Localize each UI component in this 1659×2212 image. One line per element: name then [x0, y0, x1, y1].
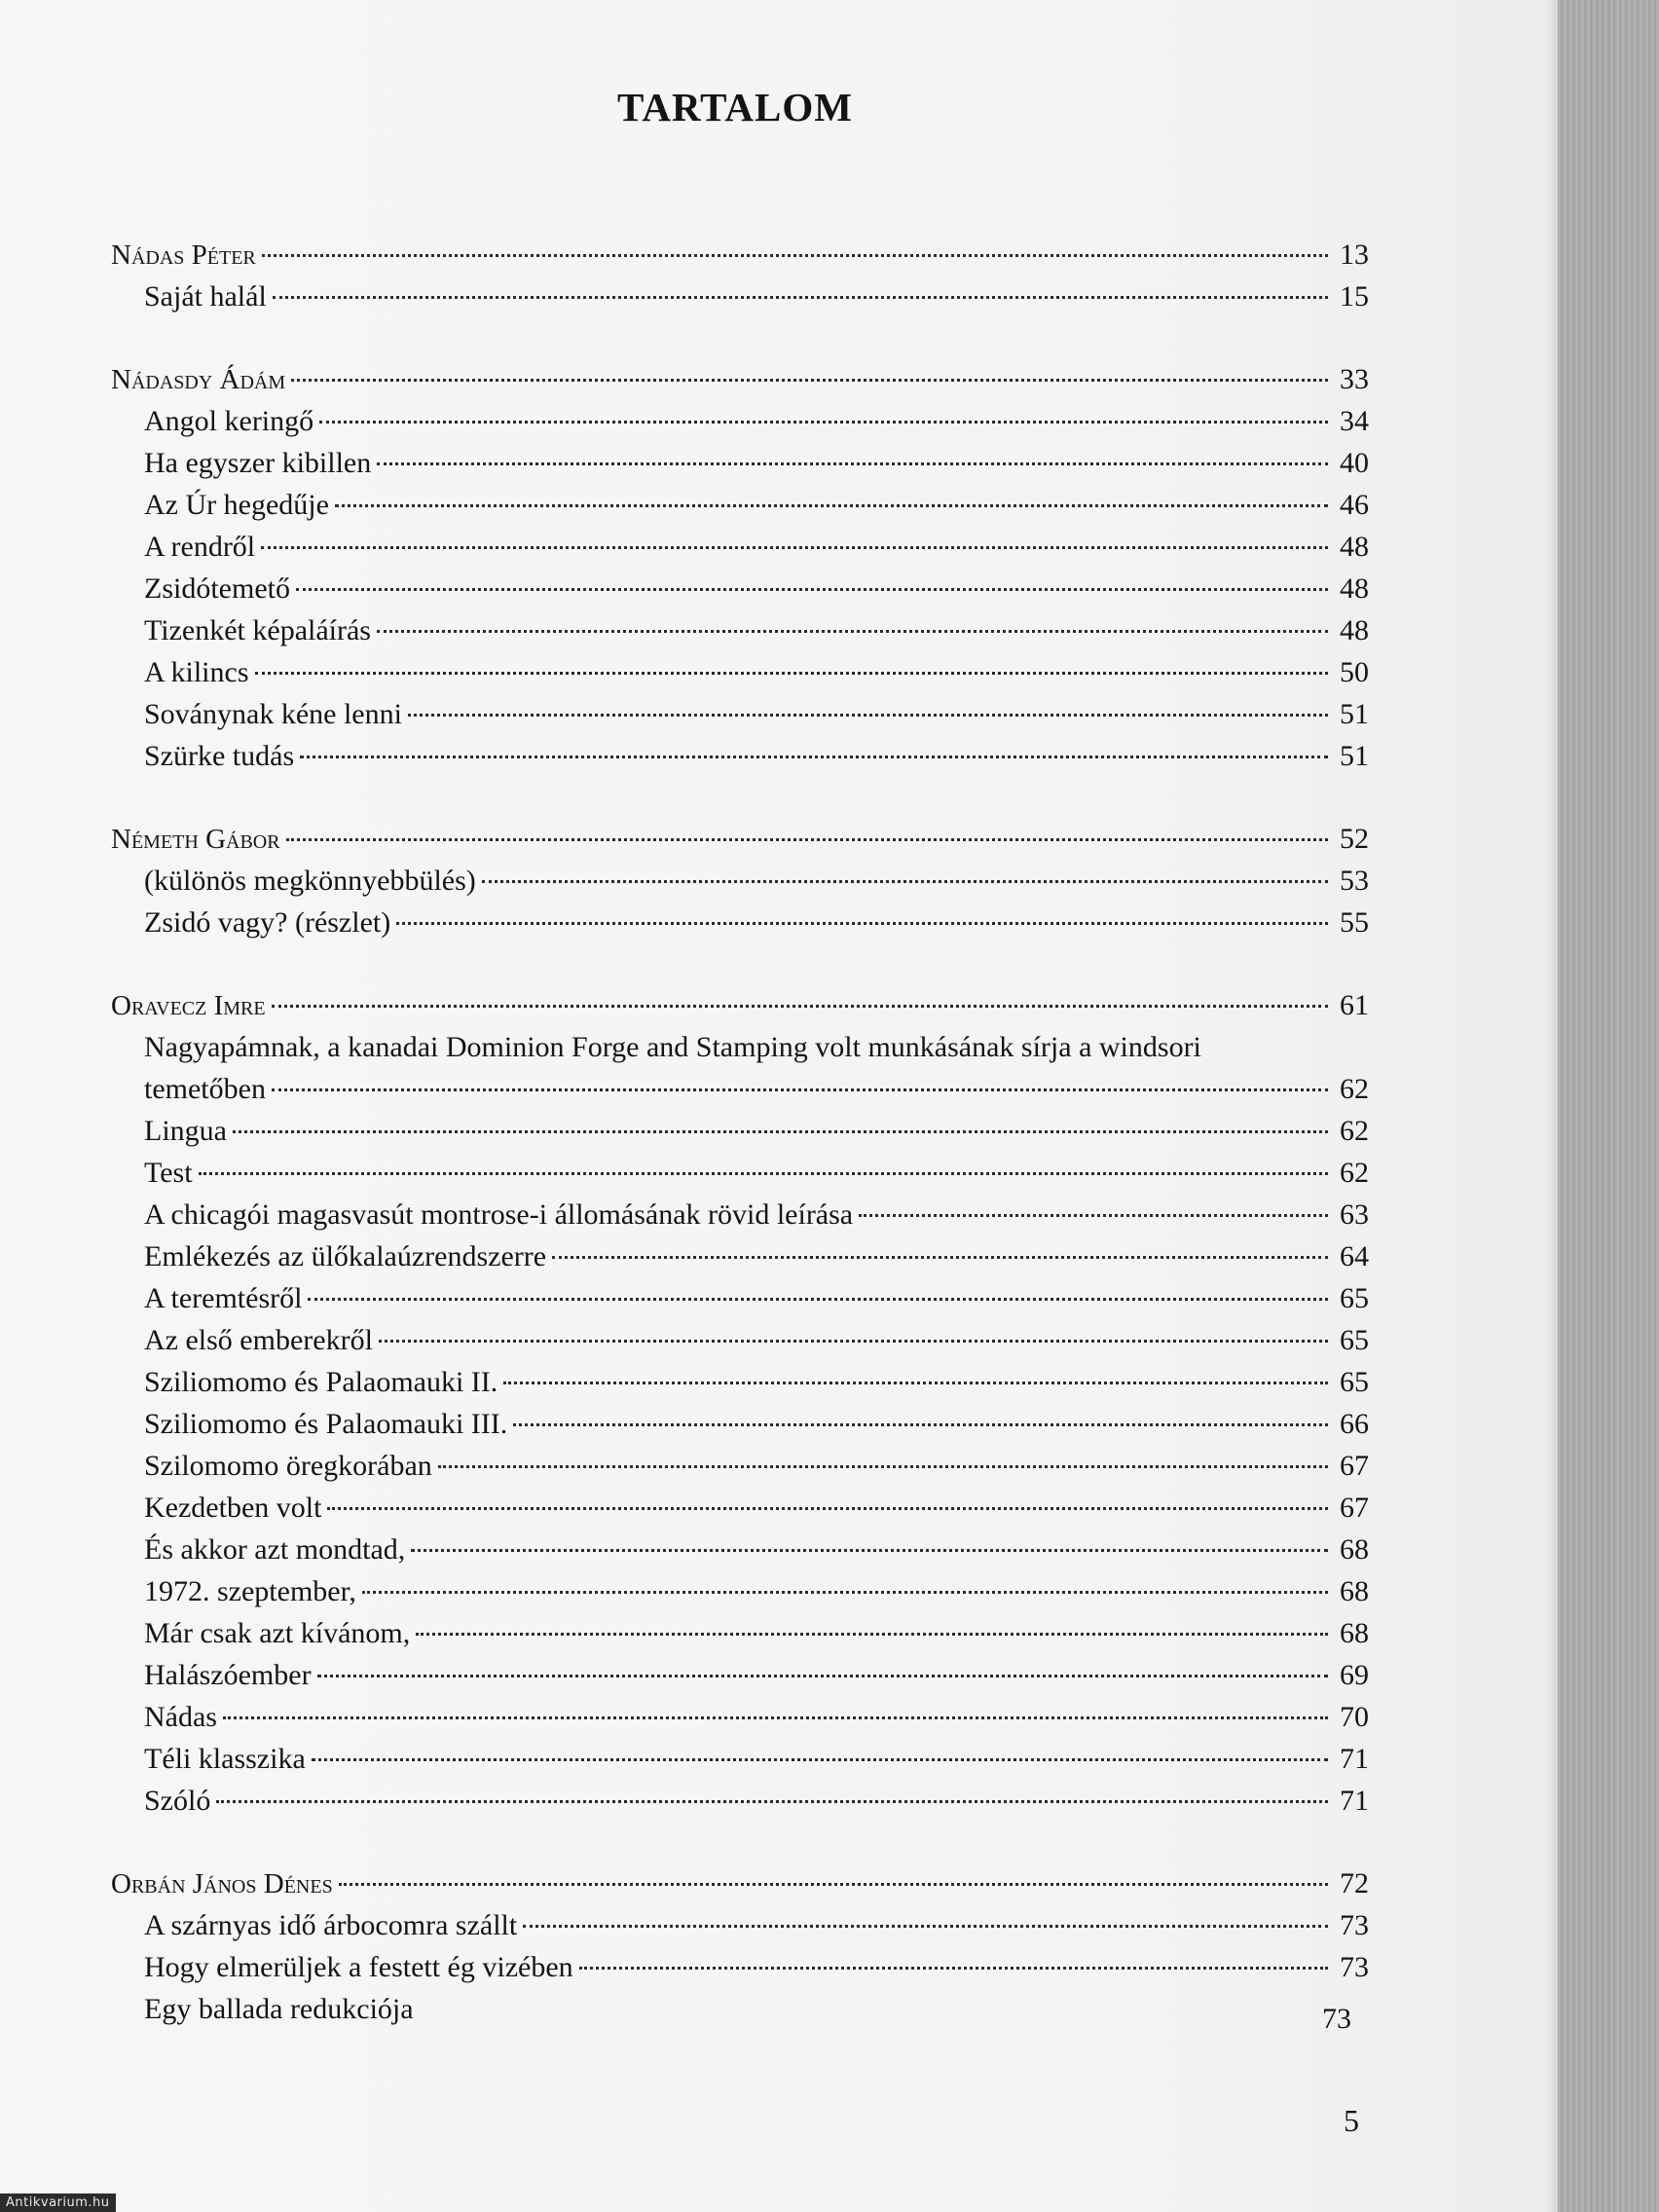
toc-author-row — [111, 984, 1369, 1026]
page-number: 71 — [1340, 1785, 1369, 1817]
dot-leader — [255, 672, 1328, 675]
toc-entry — [111, 442, 1369, 484]
toc-entry — [111, 902, 1369, 943]
dot-leader — [272, 1005, 1328, 1008]
entry-title: Szilomomo öregkorában — [144, 1450, 432, 1482]
dot-leader — [377, 630, 1328, 633]
dot-leader — [308, 1298, 1328, 1301]
dot-leader — [482, 880, 1328, 883]
dot-leader — [377, 462, 1328, 465]
page-number: 62 — [1340, 1115, 1369, 1147]
toc-entry-no-leader — [111, 1988, 1369, 2035]
toc-entry — [111, 609, 1369, 651]
dot-leader — [335, 504, 1328, 507]
toc-entry — [111, 693, 1369, 735]
toc-entry — [111, 1904, 1369, 1946]
dot-leader — [327, 1507, 1328, 1510]
page-title: TARTALOM — [617, 85, 853, 129]
dot-leader — [416, 1633, 1328, 1636]
page-number: 33 — [1340, 363, 1369, 395]
dot-leader — [379, 1340, 1328, 1343]
entry-title: És akkor azt mondtad, — [144, 1533, 406, 1566]
toc-section-nadas-peter — [111, 234, 1369, 317]
entry-title: Már csak azt kívánom, — [144, 1617, 411, 1649]
page-stack-edge — [1558, 0, 1659, 2212]
page-number: 48 — [1340, 614, 1369, 646]
dot-leader — [513, 1423, 1328, 1426]
page-number: 67 — [1340, 1450, 1369, 1482]
page-number: 48 — [1340, 572, 1369, 605]
entry-title: A chicagói magasvasút montrose-i állomásának rövid leírása — [144, 1198, 854, 1231]
toc-entry — [111, 484, 1369, 526]
page-number: 73 — [1340, 1909, 1369, 1941]
dot-leader — [262, 254, 1328, 257]
page-number: 70 — [1340, 1701, 1369, 1733]
page-number: 50 — [1340, 656, 1369, 688]
toc-entry — [111, 1361, 1369, 1403]
dot-leader — [503, 1382, 1328, 1384]
toc-entry — [111, 1696, 1369, 1738]
author-name: Németh Gábor — [111, 824, 280, 855]
page-number: 71 — [1340, 1743, 1369, 1775]
toc-section-oravecz-imre — [111, 984, 1369, 1822]
page-number: 65 — [1340, 1366, 1369, 1398]
dot-leader — [223, 1716, 1328, 1719]
toc-entry — [111, 1403, 1369, 1445]
dot-leader — [438, 1465, 1328, 1468]
author-name: Orbán János Dénes — [111, 1868, 333, 1899]
page-number: 73 — [1322, 2003, 1351, 2035]
toc-author-row — [111, 818, 1369, 860]
entry-title: Zsidó vagy? (részlet) — [144, 906, 391, 939]
page-number: 62 — [1340, 1157, 1369, 1189]
page-number: 73 — [1340, 1951, 1369, 1983]
entry-title: temetőben — [144, 1073, 266, 1105]
dot-leader — [317, 1675, 1328, 1677]
page-number: 52 — [1340, 823, 1369, 855]
dot-leader — [579, 1967, 1328, 1970]
page-number: 13 — [1340, 239, 1369, 271]
page-number: 68 — [1340, 1575, 1369, 1607]
toc-entry-wrapped-line2 — [111, 1068, 1369, 1110]
dot-leader — [199, 1172, 1328, 1175]
entry-title: Az Úr hegedűje — [144, 489, 329, 521]
dot-leader — [408, 714, 1328, 717]
page-number: 68 — [1340, 1533, 1369, 1566]
toc-entry — [111, 1529, 1369, 1570]
page-number: 46 — [1340, 489, 1369, 521]
toc-entry — [111, 1946, 1369, 1988]
entry-title: Téli klasszika — [144, 1743, 306, 1775]
toc-entry — [111, 860, 1369, 902]
dot-leader — [396, 922, 1328, 925]
entry-title: Soványnak kéne lenni — [144, 698, 402, 730]
toc-section-nemeth-gabor — [111, 818, 1369, 943]
dot-leader — [411, 1549, 1328, 1552]
entry-title: Szürke tudás — [144, 740, 295, 772]
dot-leader — [523, 1925, 1328, 1928]
toc-entry — [111, 735, 1369, 777]
toc-entry — [111, 400, 1369, 442]
toc-author-row — [111, 358, 1369, 400]
toc-entry — [111, 1487, 1369, 1529]
page-number: 48 — [1340, 531, 1369, 563]
entry-title: Szóló — [144, 1785, 211, 1817]
dot-leader — [362, 1591, 1328, 1594]
dot-leader — [300, 756, 1328, 758]
entry-title: A teremtésről — [144, 1282, 303, 1314]
dot-leader — [296, 588, 1328, 591]
toc-entry — [111, 1235, 1369, 1277]
entry-title: Hogy elmerüljek a festett ég vizében — [144, 1951, 573, 1983]
toc-entry — [111, 1194, 1369, 1235]
toc-entry — [111, 276, 1369, 317]
dot-leader — [272, 1088, 1328, 1091]
toc-section-nadasdy-adam — [111, 358, 1369, 777]
toc-entry — [111, 1110, 1369, 1152]
page-folio-number: 5 — [1344, 2103, 1359, 2138]
dot-leader — [319, 421, 1328, 424]
page-number: 67 — [1340, 1492, 1369, 1524]
entry-title: Emlékezés az ülőkalaúzrendszerre — [144, 1240, 547, 1272]
toc-entry — [111, 1654, 1369, 1696]
page-number: 63 — [1340, 1198, 1369, 1231]
toc-entry — [111, 1277, 1369, 1319]
entry-title: Test — [144, 1157, 193, 1189]
entry-title: Tizenkét képaláírás — [144, 614, 371, 646]
entry-title: Sziliomomo és Palaomauki III. — [144, 1408, 508, 1440]
page-number: 53 — [1340, 865, 1369, 897]
dot-leader — [859, 1214, 1328, 1217]
toc-entry — [111, 1445, 1369, 1487]
page-number: 64 — [1340, 1240, 1369, 1272]
entry-title: (különös megkönnyebbülés) — [144, 865, 476, 897]
entry-title: Zsidótemető — [144, 572, 290, 605]
dot-leader — [291, 379, 1328, 382]
page-number: 15 — [1340, 280, 1369, 313]
dot-leader — [286, 838, 1328, 841]
page-number: 72 — [1340, 1867, 1369, 1899]
toc-entry — [111, 1738, 1369, 1780]
entry-title: A rendről — [144, 531, 256, 563]
toc-entry — [111, 651, 1369, 693]
page-number: 65 — [1340, 1282, 1369, 1314]
page-number: 34 — [1340, 405, 1369, 437]
page-number: 65 — [1340, 1324, 1369, 1356]
dot-leader — [339, 1883, 1328, 1886]
toc-section-orban-janos-denes — [111, 1862, 1369, 2035]
dot-leader — [273, 296, 1328, 299]
dot-leader — [261, 546, 1328, 549]
page-number: 69 — [1340, 1659, 1369, 1691]
toc-entry — [111, 1612, 1369, 1654]
page-number: 51 — [1340, 698, 1369, 730]
entry-title: Saját halál — [144, 280, 267, 313]
dot-leader — [233, 1130, 1328, 1133]
page-number: 55 — [1340, 906, 1369, 939]
entry-title: Angol keringő — [144, 405, 314, 437]
entry-title: Sziliomomo és Palaomauki II. — [144, 1366, 498, 1398]
toc-entry — [111, 1152, 1369, 1194]
entry-title: Az első emberekről — [144, 1324, 373, 1356]
toc-entry — [111, 568, 1369, 609]
entry-title: Halászóember — [144, 1659, 312, 1691]
toc-author-row — [111, 234, 1369, 276]
toc-entry — [111, 1780, 1369, 1822]
watermark-label: Antikvarium.hu — [0, 2194, 116, 2212]
entry-title: A kilincs — [144, 656, 249, 688]
entry-title: A szárnyas idő árbocomra szállt — [144, 1909, 518, 1941]
toc-author-row — [111, 1862, 1369, 1904]
toc-entry — [111, 526, 1369, 568]
page-number: 61 — [1340, 989, 1369, 1021]
page-number: 66 — [1340, 1408, 1369, 1440]
entry-title: 1972. szeptember, — [144, 1575, 356, 1607]
toc-entry-wrapped-line1: Nagyapámnak, a kanadai Dominion Forge and Stamping volt munkásának sírja a windsori — [144, 1031, 1201, 1063]
page-number: 62 — [1340, 1073, 1369, 1105]
table-of-contents — [111, 234, 1369, 2071]
page-number: 51 — [1340, 740, 1369, 772]
page-number: 68 — [1340, 1617, 1369, 1649]
dot-leader — [552, 1256, 1328, 1259]
entry-title: Nádas — [144, 1701, 217, 1733]
author-name: Oravecz Imre — [111, 990, 266, 1021]
entry-title: Kezdetben volt — [144, 1492, 322, 1524]
entry-title: Lingua — [144, 1115, 227, 1147]
dot-leader — [216, 1800, 1328, 1803]
author-name: Nádasdy Ádám — [111, 364, 286, 395]
entry-title: Egy ballada redukciója — [144, 1993, 414, 2025]
toc-entry — [111, 1570, 1369, 1612]
page-number: 40 — [1340, 447, 1369, 479]
dot-leader — [312, 1758, 1328, 1761]
entry-title: Ha egyszer kibillen — [144, 447, 372, 479]
toc-entry — [111, 1319, 1369, 1361]
author-name: Nádas Péter — [111, 240, 256, 271]
